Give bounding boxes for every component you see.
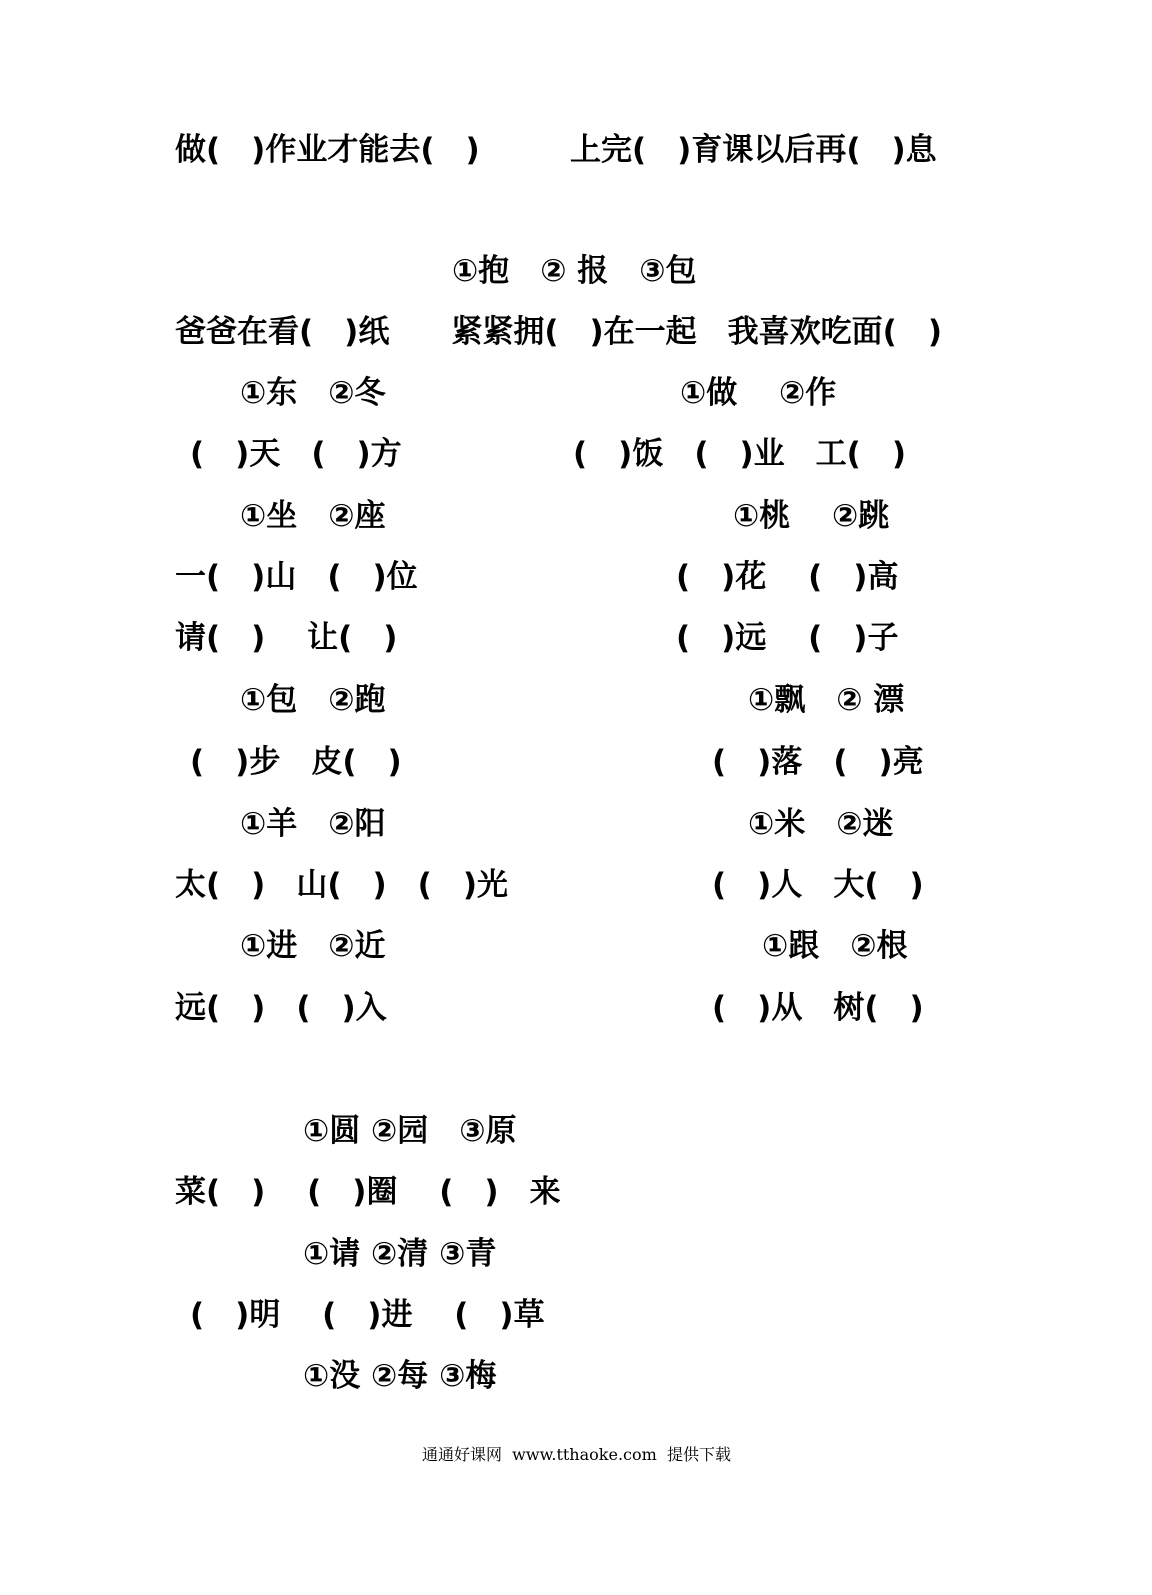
choice-options: ①桃 ②跳	[733, 498, 890, 534]
exercise-line: ( )远 ( )子	[676, 620, 899, 656]
exercise-line: ( )落 ( )亮	[712, 744, 924, 780]
choice-options: ①做 ②作	[680, 375, 837, 411]
exercise-line: 做( )作业才能去( )	[175, 132, 480, 168]
exercise-line: ( )天 ( )方	[190, 436, 402, 472]
exercise-line: 一( )山 ( )位	[175, 559, 418, 595]
choice-options: ①跟 ②根	[762, 928, 908, 964]
exercise-line: 菜( ) ( )圈 ( ) 来	[175, 1174, 561, 1210]
exercise-line: ( )花 ( )高	[676, 559, 899, 595]
exercise-line: ( )饭 ( )业 工( )	[573, 436, 907, 472]
exercise-line: 请( ) 让( )	[175, 620, 398, 656]
exercise-line: 上完( )育课以后再( )息	[570, 132, 937, 168]
choice-options: ①请 ②清 ③青	[303, 1236, 497, 1272]
choice-options: ①包 ②跑	[240, 682, 386, 718]
choice-options: ①圆 ②园 ③原	[303, 1113, 517, 1149]
exercise-line: 远( ) ( )入	[175, 990, 387, 1026]
exercise-line: 太( ) 山( ) ( )光	[175, 867, 509, 903]
exercise-line: ( )明 ( )进 ( )草	[190, 1297, 545, 1333]
choice-options: ①坐 ②座	[240, 498, 386, 534]
choice-options: ①米 ②迷	[748, 806, 894, 842]
exercise-line: ( )步 皮( )	[190, 744, 402, 780]
exercise-line: ( )从 树( )	[712, 990, 924, 1026]
choice-options: ①抱 ② 报 ③包	[452, 253, 697, 289]
footer-watermark: 通通好课网 www.tthaoke.com 提供下载	[422, 1445, 731, 1464]
choice-options: ①进 ②近	[240, 928, 386, 964]
choice-options: ①东 ②冬	[240, 375, 386, 411]
choice-options: ①飘 ② 漂	[748, 682, 905, 718]
choice-options: ①没 ②每 ③梅	[303, 1358, 497, 1394]
choice-options: ①羊 ②阳	[240, 806, 386, 842]
exercise-line: 爸爸在看( )纸 紧紧拥( )在一起 我喜欢吃面( )	[175, 314, 943, 350]
exercise-line: ( )人 大( )	[712, 867, 924, 903]
